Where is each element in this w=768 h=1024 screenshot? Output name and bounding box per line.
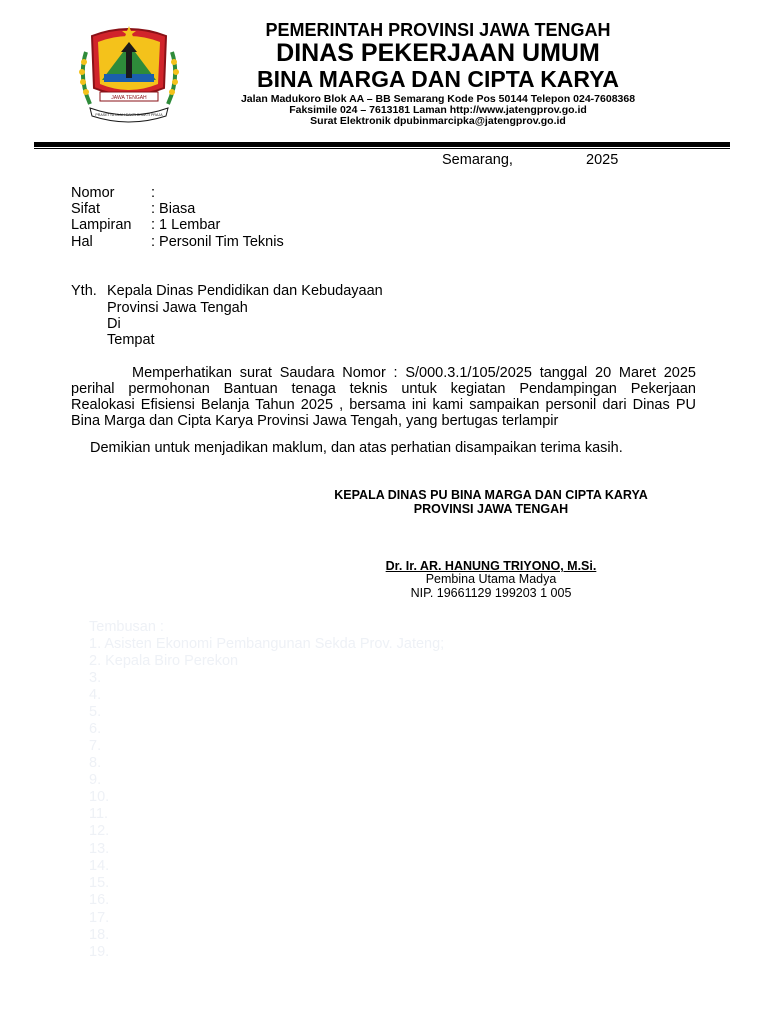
logo-banner-text: JAWA TENGAH [111, 95, 147, 101]
meta-label-nomor: Nomor [71, 185, 115, 201]
letterhead-government: PEMERINTAH PROVINSI JAWA TENGAH [265, 20, 611, 40]
date-year: 2025 [586, 152, 619, 168]
cc-item: 2. Kepala Biro Perekon [89, 653, 239, 669]
meta-value-lampiran: : 1 Lembar [151, 217, 221, 233]
cc-item: 18. [89, 927, 110, 943]
body-p1-line-2: perihal permohonan Bantuan tenaga teknis untuk kegiatan Pendampingan Pekerjaan [71, 381, 696, 397]
body-p1-line-3: Realokasi Efisiensi Belanja Tahun 2025 , bersama ini kami sampaikan personil dari Dinas PU [71, 397, 696, 413]
letterhead-divider-thick [34, 142, 730, 147]
provincial-emblem-logo [76, 22, 182, 126]
signature-rank: Pembina Utama Madya [425, 572, 557, 586]
recipient-line-3: Di [107, 316, 121, 332]
signature-title-1: KEPALA DINAS PU BINA MARGA DAN CIPTA KARYA [334, 488, 648, 502]
letterhead-email: Surat Elektronik dpubinmarcipka@jatengprov.go.id [310, 115, 566, 127]
letterhead-division: BINA MARGA DAN CIPTA KARYA [256, 66, 620, 92]
body-paragraph-1 [71, 365, 696, 429]
cc-item: 11. [89, 806, 109, 822]
logo-motto-text: PRASETYA ULAH SAKTI BHAKTI PRAJA [95, 113, 163, 117]
meta-value-hal: : Personil Tim Teknis [151, 234, 284, 250]
cc-item: 16. [89, 892, 110, 908]
body-p1-line-4: Bina Marga dan Cipta Karya Provinsi Jawa Tengah, yang bertugas terlampir [71, 413, 559, 429]
signature-nip: NIP. 19661129 199203 1 005 [410, 586, 572, 600]
letterhead-address: Jalan Madukoro Blok AA – BB Semarang Kode Pos 50144 Telepon 024-7608368 [240, 93, 636, 105]
recipient-line-1: Kepala Dinas Pendidikan dan Kebudayaan [107, 283, 383, 299]
recipient-line-4: Tempat [107, 332, 155, 348]
cc-item: 14. [89, 858, 110, 874]
cc-item: 1. Asisten Ekonomi Pembangunan Sekda Prov. Jateng; [89, 636, 445, 652]
cc-item: 6. [89, 721, 102, 737]
cc-item: 12. [89, 823, 110, 839]
meta-label-sifat: Sifat [71, 201, 101, 217]
body-paragraph-2: Demikian untuk menjadikan maklum, dan atas perhatian disampaikan terima kasih. [90, 440, 623, 456]
cc-item: 10. [89, 789, 110, 805]
letterhead-fax: Faksimile 024 – 7613181 Laman http://www.jatengprov.go.id [289, 104, 587, 116]
cc-item: 5. [89, 704, 102, 720]
recipient-prefix: Yth. [71, 283, 97, 299]
meta-value-nomor: : [151, 185, 156, 201]
meta-label-lampiran: Lampiran [71, 217, 132, 233]
cc-item: 8. [89, 755, 102, 771]
meta-label-hal: Hal [71, 234, 93, 250]
cc-item: 19. [89, 944, 110, 960]
cc-item: 3. [89, 670, 102, 686]
cc-item: 7. [89, 738, 102, 754]
cc-item: 9. [89, 772, 102, 788]
cc-item: 4. [89, 687, 102, 703]
cc-item: 13. [89, 841, 110, 857]
signature-name: Dr. Ir. AR. HANUNG TRIYONO, M.Si. [385, 559, 597, 573]
body-p1-line-1: Memperhatikan surat Saudara Nomor : S/000.3.1/105/2025 tanggal 20 Maret 2025 [132, 365, 696, 381]
signature-title-2: PROVINSI JAWA TENGAH [413, 502, 569, 516]
recipient-line-2: Provinsi Jawa Tengah [107, 300, 248, 316]
cc-item: 15. [89, 875, 110, 891]
letterhead-divider-thin [34, 148, 730, 149]
meta-value-sifat: : Biasa [151, 201, 196, 217]
cc-heading: Tembusan : [89, 619, 164, 635]
date-place: Semarang, [442, 152, 513, 168]
letterhead-agency: DINAS PEKERJAAN UMUM [276, 39, 600, 67]
cc-item: 17. [89, 910, 110, 926]
